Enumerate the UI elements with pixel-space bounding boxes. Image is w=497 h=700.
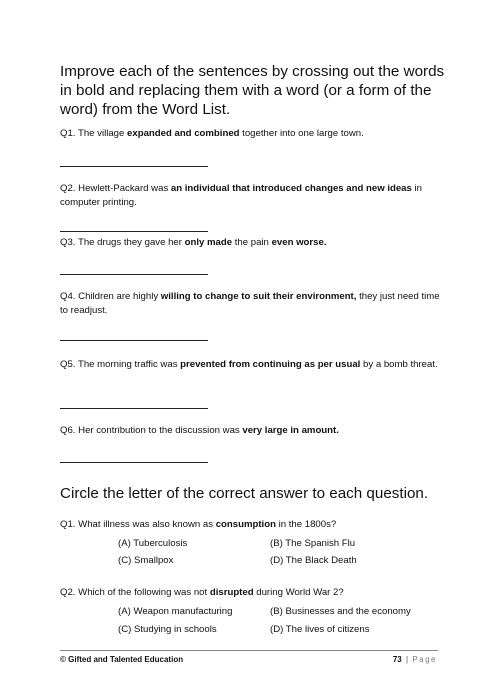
s2-q1-option-c[interactable]: (C) Smallpox: [118, 555, 174, 566]
question-text: Hewlett-Packard was: [75, 183, 171, 194]
s2-q2-option-a[interactable]: (A) Weapon manufacturing: [118, 606, 233, 617]
page-word: Page: [412, 655, 437, 664]
question-text: Which of the following was not: [75, 587, 210, 598]
question-text: The village: [75, 128, 128, 139]
s2-q2-option-c[interactable]: (C) Studying in schools: [118, 624, 217, 635]
question-text: in computer printing.: [60, 183, 422, 208]
s2-question-2: [60, 586, 445, 600]
s2-q1-option-d[interactable]: (D) The Black Death: [270, 555, 357, 566]
question-text: The drugs they gave her: [75, 237, 185, 248]
question-number: Q5.: [60, 359, 76, 370]
footer-copyright: © Gifted and Talented Education: [60, 655, 184, 664]
page-number: 73: [392, 655, 402, 664]
bold-phrase: even worse.: [271, 237, 327, 248]
s1-question-1: [60, 127, 445, 141]
s1-answer-line-6[interactable]: [60, 462, 208, 463]
footer-separator: |: [406, 655, 409, 664]
footer-page-label: [393, 655, 437, 664]
bold-phrase: very large in amount.: [242, 425, 339, 436]
question-text: during World War 2?: [253, 587, 344, 598]
s2-q2-option-d[interactable]: (D) The lives of citizens: [270, 624, 370, 635]
section2-instruction: Circle the letter of the correct answer to each question.: [60, 485, 429, 502]
s1-question-2: [60, 182, 445, 209]
question-number: Q6.: [60, 425, 76, 436]
question-number: Q1.: [60, 519, 76, 530]
bold-phrase: expanded and combined: [127, 128, 240, 139]
question-number: Q2.: [60, 587, 76, 598]
footer-divider: [60, 650, 438, 651]
s2-q2-option-b[interactable]: (B) Businesses and the economy: [270, 606, 411, 617]
bold-phrase: willing to change to suit their environment,: [160, 291, 357, 302]
s1-answer-line-5[interactable]: [60, 408, 208, 409]
s2-question-1: [60, 518, 445, 532]
s1-answer-line-4[interactable]: [60, 340, 208, 341]
s1-answer-line-1[interactable]: [60, 166, 208, 167]
s1-question-4: [60, 290, 445, 317]
s1-answer-line-2[interactable]: [60, 231, 208, 232]
bold-phrase: an individual that introduced changes and new ideas: [170, 183, 412, 194]
section1-instruction: Improve each of the sentences by crossing out the words in bold and replacing them with a word (or a form of the word) from the Word List.: [60, 63, 445, 118]
s1-question-5: [60, 358, 445, 372]
question-text: together into one large town.: [239, 128, 364, 139]
bold-phrase: prevented from continuing as per usual: [180, 359, 361, 370]
bold-phrase: only made: [184, 237, 233, 248]
question-number: Q3.: [60, 237, 76, 248]
s2-q1-option-a[interactable]: (A) Tuberculosis: [118, 538, 188, 549]
bold-phrase: disrupted: [209, 587, 254, 598]
s2-q1-option-b[interactable]: (B) The Spanish Flu: [270, 538, 356, 549]
question-text: Her contribution to the discussion was: [75, 425, 243, 436]
bold-phrase: consumption: [215, 519, 276, 530]
question-number: Q1.: [60, 128, 76, 139]
question-text: The morning traffic was: [75, 359, 181, 370]
s1-question-6: [60, 424, 445, 438]
s1-answer-line-3[interactable]: [60, 274, 208, 275]
question-text: by a bomb threat.: [360, 359, 438, 370]
s1-question-3: [60, 236, 445, 250]
question-text: Children are highly: [75, 291, 161, 302]
question-text: What illness was also known as: [75, 519, 216, 530]
question-number: Q2.: [60, 183, 76, 194]
question-text: in the 1800s?: [275, 519, 337, 530]
question-text: the pain: [232, 237, 272, 248]
question-text: they just need time to readjust.: [60, 291, 440, 316]
question-number: Q4.: [60, 291, 76, 302]
